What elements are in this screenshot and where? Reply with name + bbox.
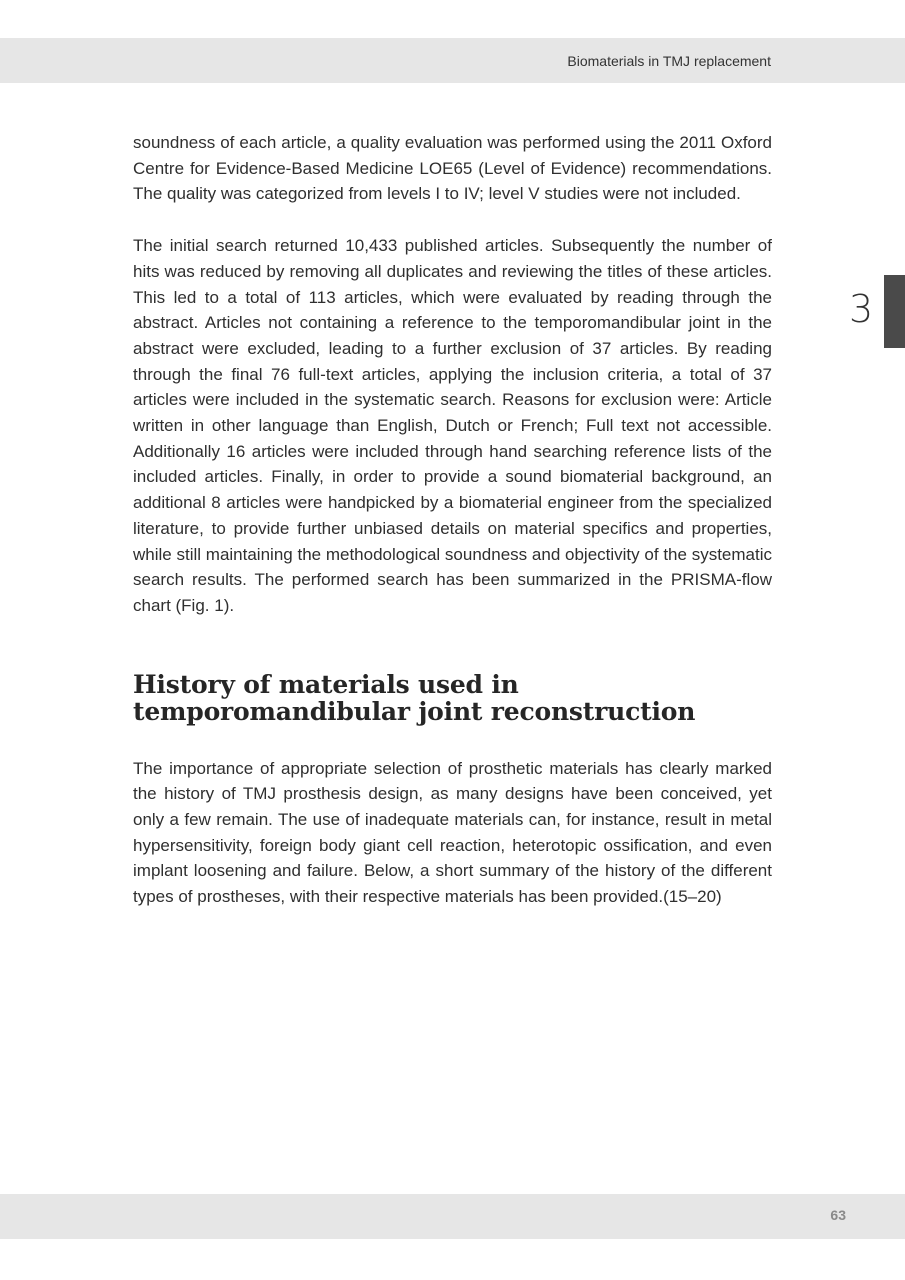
page-number: 63 xyxy=(830,1207,846,1223)
body-paragraph-1: soundness of each article, a quality evaluation was performed using the 2011 Oxford Centre for Evidence-Based Medicine LOE65 (Level of Evidence) recommendations. The quality was categorized from levels I to IV; level V studies were not included. xyxy=(133,133,772,204)
chapter-tab xyxy=(884,275,905,348)
section-paragraph: The importance of appropriate selection of prosthetic materials has clearly marked the history of TMJ prosthesis design, as many designs have been conceived, yet only a few remain. The use of inadequate materials can, for instance, result in metal hypersensitivity, foreign body giant cell reaction, heterotopic ossification, and even implant loosening and failure. Below, a short summary of the history of the different types of prostheses, with their respective materials has been provided.(15–20) xyxy=(133,758,772,907)
running-header xyxy=(0,38,905,83)
page-footer xyxy=(0,1194,905,1239)
body-paragraph-2: The initial search returned 10,433 published articles. Subsequently the number of hits was reduced by removing all duplicates and reviewing the titles of these articles. This led to a total of 113 articles, which were evaluated by reading through the abstract. Articles not containing a reference to the temporomandibular joint in the abstract were excluded, leading to a further exclusion of 37 articles. By reading through the final 76 full-text articles, applying the inclusion criteria, a total of 37 articles were included in the systematic search. Reasons for exclusion were: Article written in other language than English, Dutch or French; Full text not accessible. Additionally 16 articles were included through hand searching reference lists of the included articles. Finally, in order to provide a sound biomaterial background, an additional 8 articles were handpicked by a biomaterial engineer from the specialized literature, to provide further unbiased details on material specifics and properties, while still maintaining the methodological soundness and objectivity of the systematic search results. The performed search has been summarized in the PRISMA-flow chart (Fig. 1). xyxy=(133,236,772,615)
main-content xyxy=(133,130,772,910)
chapter-number: 3 xyxy=(849,287,874,331)
running-title: Biomaterials in TMJ replacement xyxy=(567,53,771,69)
section-heading: History of materials used in temporomandibular joint reconstruction xyxy=(133,669,696,726)
